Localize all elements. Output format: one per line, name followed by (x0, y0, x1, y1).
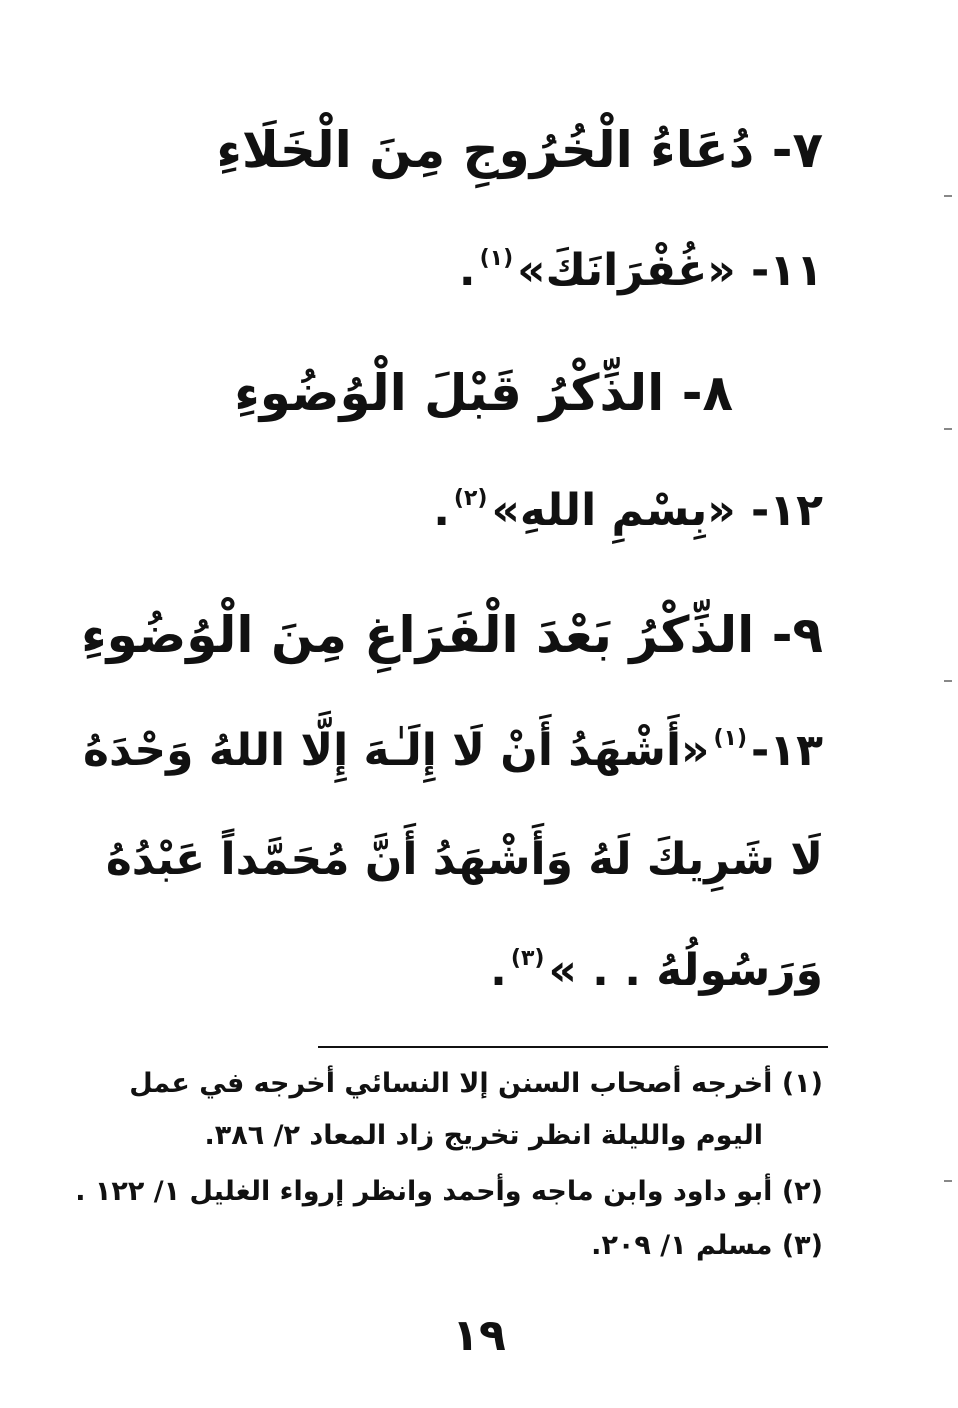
scan-mark (944, 680, 952, 682)
heading-9-after-wudu: ٩- الذِّكْرُ بَعْدَ الْفَرَاغِ مِنَ الْوُضُوءِ (81, 606, 823, 664)
item-12-end: . (433, 485, 450, 536)
scan-mark (944, 195, 952, 197)
item-13-line-3 (490, 945, 823, 996)
item-13-line-2: لَا شَرِيكَ لَهُ وَأَشْهَدُ أَنَّ مُحَمَّداً عَبْدُهُ (105, 834, 823, 885)
page-number: ١٩ (452, 1310, 506, 1361)
item-12-text: ١٢- «بِسْمِ اللهِ» (491, 485, 823, 536)
item-11 (458, 245, 823, 296)
footnote-1-line-1: (١) أخرجه أصحاب السنن إلا النسائي أخرجه في عمل (129, 1068, 823, 1099)
footnote-ref-1b: (١) (713, 726, 748, 751)
item-13-end: . (490, 945, 507, 996)
item-13-text-3: وَرَسُولُهُ . . » (548, 945, 823, 996)
item-12 (433, 485, 823, 536)
footnote-3: (٣) مسلم ١/ ٢٠٩. (591, 1230, 823, 1261)
footnote-2: (٢) أبو داود وابن ماجه وأحمد وانظر إرواء الغليل ١/ ١٢٢ . (75, 1176, 823, 1207)
scan-mark (944, 1180, 952, 1182)
scan-mark (944, 428, 952, 430)
item-11-end: . (458, 245, 476, 296)
item-13-text-1: «أَشْهَدُ أَنْ لَا إِلَـٰهَ إِلَّا اللهُ وَحْدَهُ (83, 725, 710, 776)
heading-8-before-wudu: ٨- الذِّكْرُ قَبْلَ الْوُضُوءِ (234, 364, 733, 422)
footnote-divider (318, 1046, 828, 1048)
footnote-1-line-2: اليوم والليلة انظر تخريج زاد المعاد ٢/ ٣٨٦. (204, 1120, 763, 1151)
heading-7-leaving-toilet: ٧- دُعَاءُ الْخُرُوجِ مِنَ الْخَلَاءِ (216, 121, 823, 179)
footnote-ref-2: (٢) (453, 486, 488, 511)
footnote-ref-3: (٣) (510, 946, 545, 971)
item-11-text: ١١- «غُفْرَانَكَ» (517, 245, 823, 296)
item-13-number: ١٣- (751, 725, 823, 776)
footnote-ref-1: (١) (479, 246, 514, 271)
item-13-line-1 (83, 725, 823, 776)
